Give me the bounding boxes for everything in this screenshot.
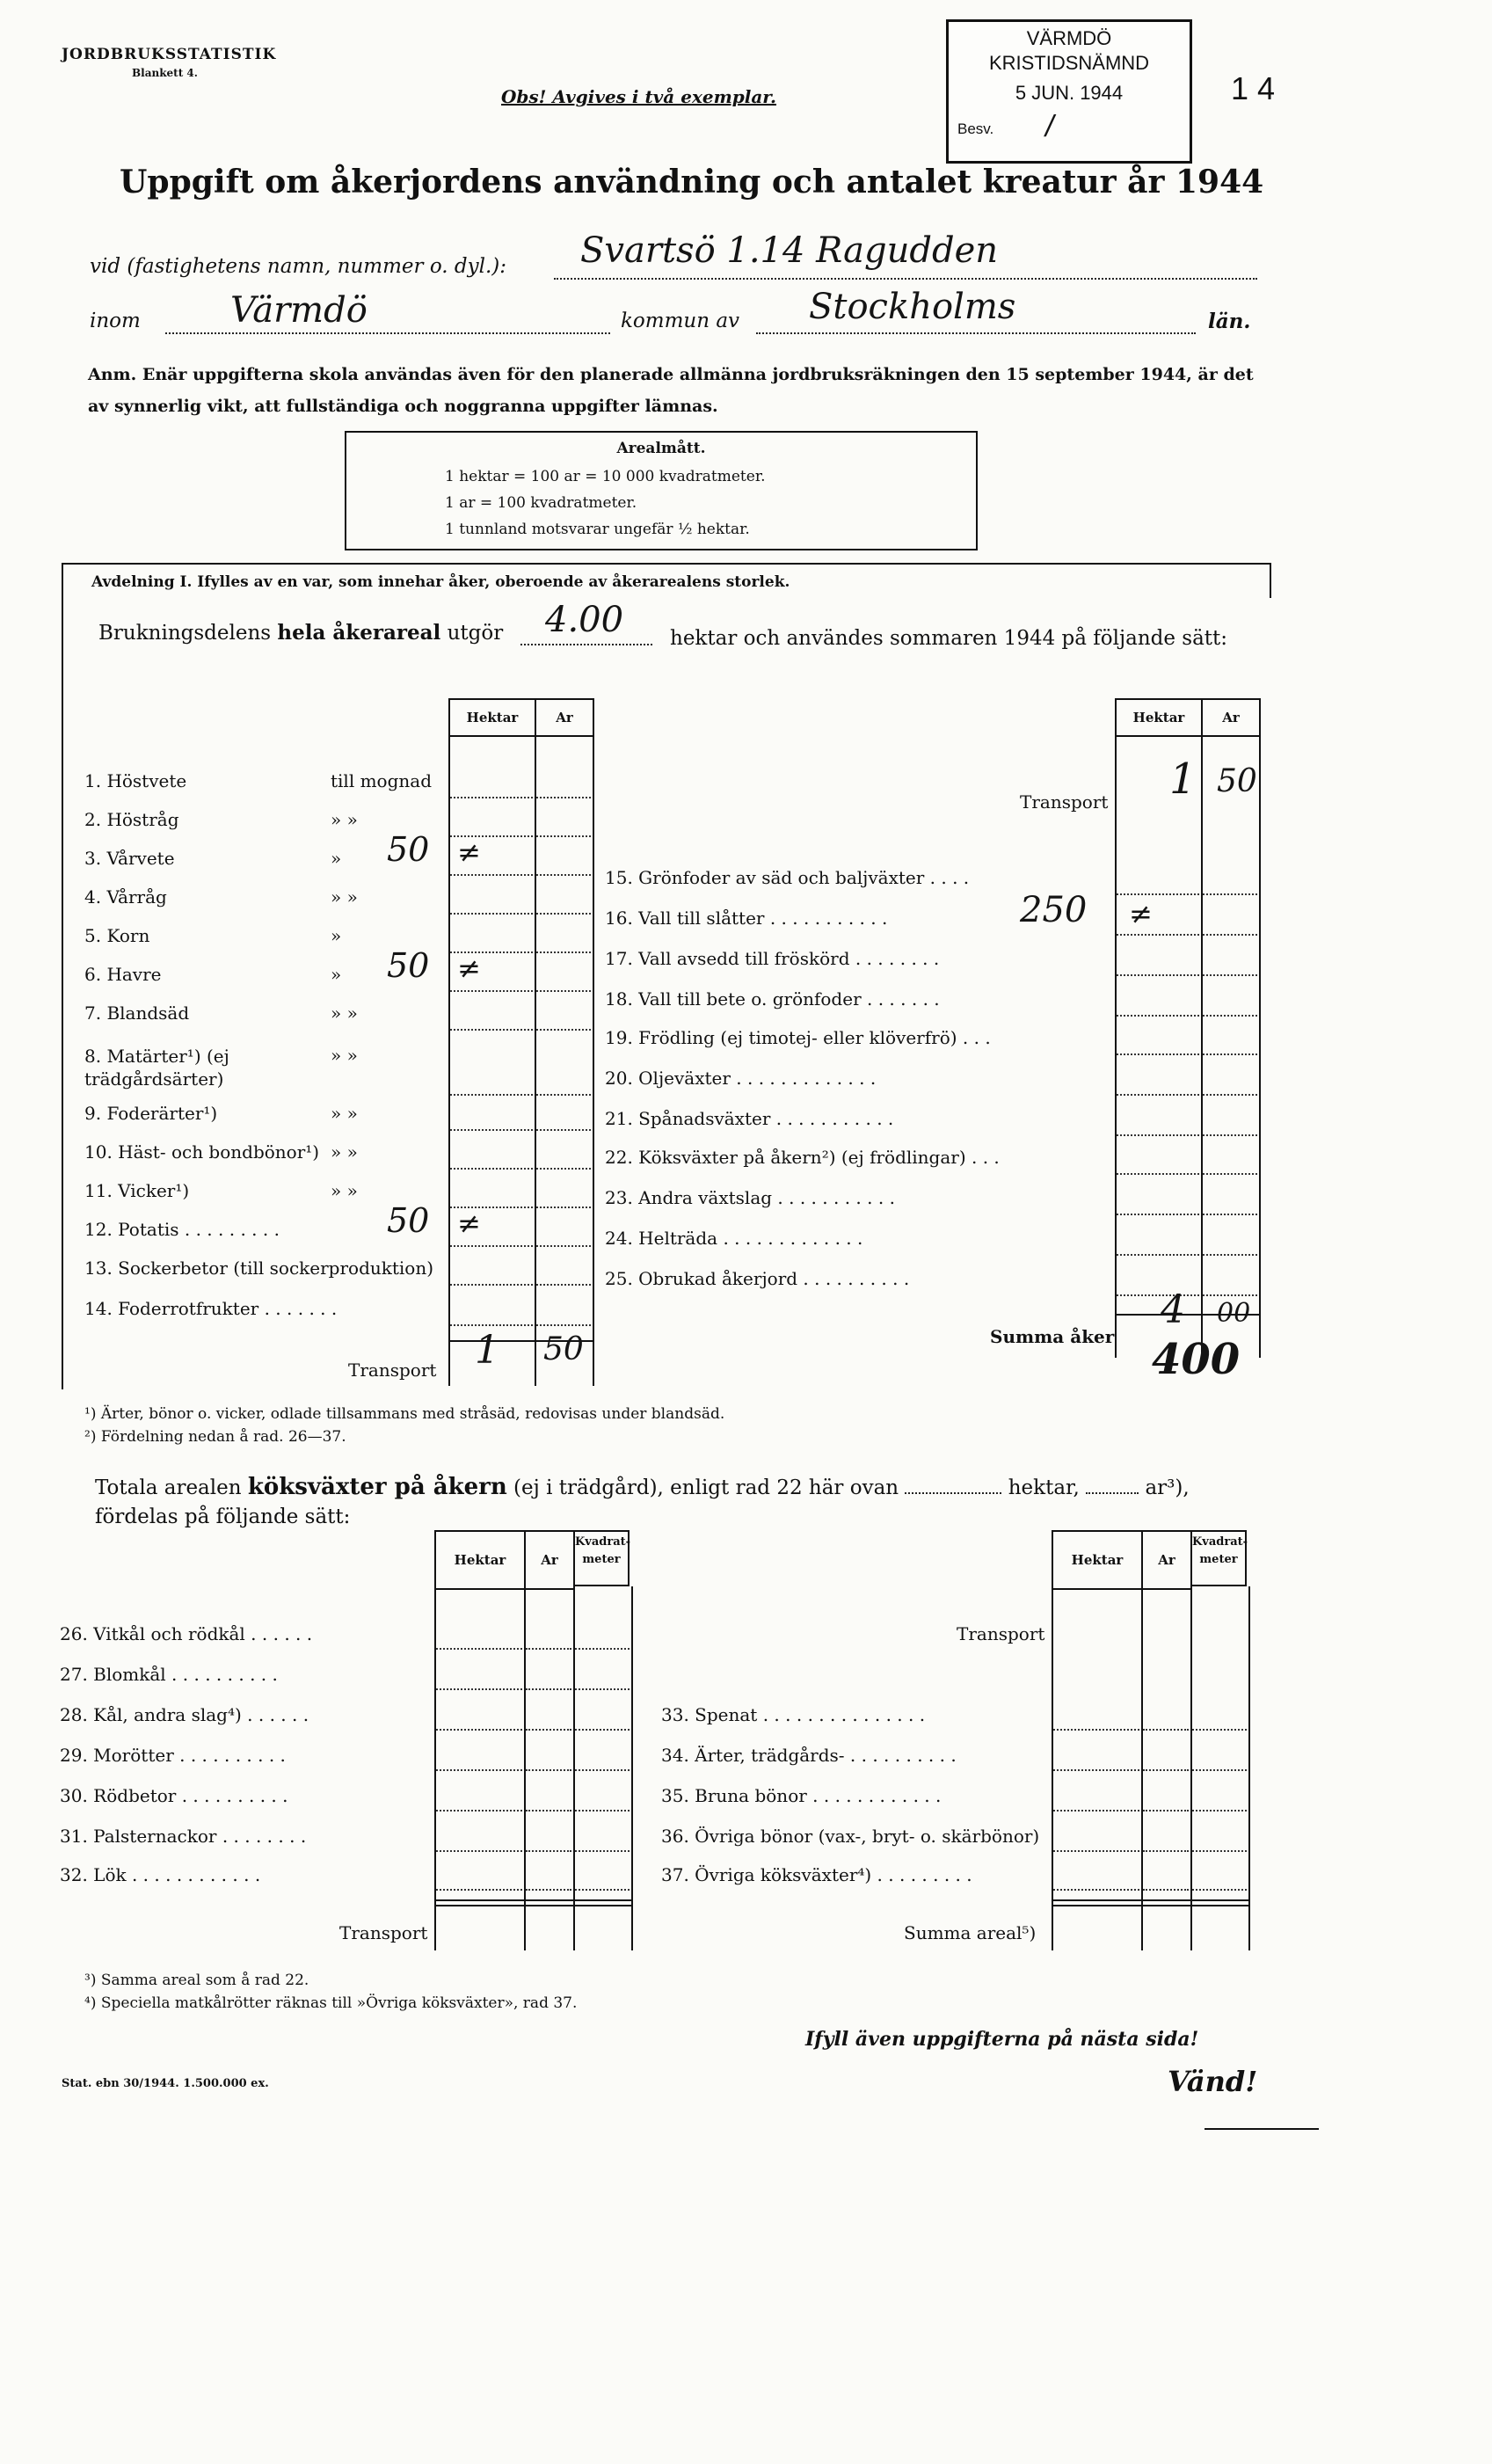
left-row-hektar-dots bbox=[450, 874, 533, 876]
left-table-line-3 bbox=[593, 733, 594, 1386]
left-row-suffix: » » bbox=[331, 1103, 358, 1124]
right-row-hektar-dots bbox=[1117, 893, 1199, 895]
kok-right-col-hektar: Hektar bbox=[1052, 1530, 1143, 1590]
kok-right-line-4 bbox=[1248, 1586, 1250, 1950]
left-row-ar[interactable]: ≠ bbox=[457, 951, 481, 985]
left-transport-ar[interactable]: 50 bbox=[543, 1331, 584, 1367]
right-row-hektar-dots bbox=[1117, 1173, 1199, 1175]
left-row-hektar[interactable]: 50 bbox=[387, 1201, 430, 1240]
summa-aker-ar[interactable]: 00 bbox=[1217, 1298, 1251, 1329]
kok-right-row-label: 33. Spenat . . . . . . . . . . . . . . . bbox=[661, 1704, 926, 1725]
left-row-hektar-dots bbox=[450, 1094, 533, 1096]
page-number: 1 4 bbox=[1231, 70, 1276, 106]
right-row-hektar-dots bbox=[1117, 1015, 1199, 1017]
right-row-ar-dots bbox=[1203, 1015, 1257, 1017]
kok-left-hektar-dots bbox=[436, 1769, 522, 1771]
kok-left-hektar-dots bbox=[436, 1850, 522, 1852]
left-transport-hektar[interactable]: 1 bbox=[475, 1328, 499, 1373]
kok-left-hektar-dots bbox=[436, 1889, 522, 1891]
left-row-hektar-dots bbox=[450, 1168, 533, 1170]
left-row-label: 7. Blandsäd bbox=[84, 1002, 190, 1024]
right-transport-hektar[interactable]: 1 bbox=[1169, 755, 1197, 804]
right-row-label: 24. Helträda . . . . . . . . . . . . . bbox=[605, 1228, 863, 1249]
kok-left-kvm-dots bbox=[575, 1889, 630, 1891]
left-row-ar-dots bbox=[536, 1029, 591, 1031]
kok-right-row-label: 34. Ärter, trädgårds- . . . . . . . . . . bbox=[661, 1745, 957, 1766]
copies-note: Obs! Avgives i två exemplar. bbox=[501, 86, 776, 107]
right-row-hektar-dots bbox=[1117, 934, 1199, 936]
kok-right-kvm-dots bbox=[1192, 1729, 1247, 1731]
footnote-1: ¹) Ärter, bönor o. vicker, odlade tillsammans med stråsäd, redovisas under blandsäd. bbox=[84, 1405, 725, 1423]
arealmatt-line-3: 1 tunnland motsvarar ungefär ½ hektar. bbox=[445, 521, 750, 538]
kok-intro-e: ar³), bbox=[1145, 1476, 1190, 1499]
right-row-hektar-dots bbox=[1117, 1254, 1199, 1256]
left-row-ar-dots bbox=[536, 1168, 591, 1170]
left-row-ar-dots bbox=[536, 990, 591, 992]
left-table-line-2 bbox=[535, 733, 536, 1386]
kok-left-hektar-dots bbox=[436, 1648, 522, 1650]
print-info: Stat. ebn 30/1944. 1.500.000 ex. bbox=[62, 2077, 269, 2090]
left-row-label: 2. Höstråg bbox=[84, 809, 179, 830]
avdelning-heading: Avdelning I. Ifylles av en var, som innehar åker, oberoende av åkerarealens storlek. bbox=[91, 573, 790, 591]
left-row-label: 13. Sockerbetor (till sockerproduktion) bbox=[84, 1258, 434, 1279]
right-row-hektar-dots bbox=[1117, 974, 1199, 976]
inom-value[interactable]: Värmdö bbox=[230, 290, 368, 331]
left-row-hektar-dots bbox=[450, 1245, 533, 1247]
kok-left-kvm-dots bbox=[575, 1729, 630, 1731]
kok-ar-line bbox=[1086, 1492, 1139, 1494]
inom-label: inom bbox=[90, 310, 141, 332]
kok-left-col-ar: Ar bbox=[524, 1530, 575, 1590]
left-row-label: 10. Häst- och bondbönor¹) bbox=[84, 1141, 320, 1163]
left-row-hektar[interactable]: 50 bbox=[387, 946, 430, 985]
right-row-ar-dots bbox=[1203, 1294, 1257, 1296]
left-row-hektar-dots bbox=[450, 990, 533, 992]
intro-b: hela åkerareal bbox=[277, 621, 441, 645]
kok-intro bbox=[95, 1474, 1190, 1500]
kok-right-ar-dots bbox=[1143, 1810, 1189, 1812]
left-table-line-1 bbox=[448, 733, 450, 1386]
right-row-label: 18. Vall till bete o. grönfoder . . . . . . . bbox=[605, 988, 940, 1010]
arealmatt-title: Arealmått. bbox=[616, 440, 706, 457]
stamp-line2: KRISTIDSNÄMND bbox=[988, 52, 1150, 74]
kok-left-line-2 bbox=[524, 1586, 526, 1950]
stamp-besv-label: Besv. bbox=[957, 120, 994, 137]
lan-line bbox=[756, 332, 1196, 334]
left-row-hektar-dots bbox=[450, 797, 533, 798]
kok-left-ar-dots bbox=[526, 1769, 571, 1771]
property-label: vid (fastighetens namn, nummer o. dyl.): bbox=[90, 255, 507, 278]
kok-right-row-label: 36. Övriga bönor (vax-, bryt- o. skärbönor) bbox=[661, 1826, 1040, 1847]
kok-left-row-label: 31. Palsternackor . . . . . . . . bbox=[60, 1826, 307, 1847]
right-table-line-2 bbox=[1201, 733, 1203, 1358]
summa-aker-hektar[interactable]: 4 bbox=[1161, 1287, 1185, 1332]
kok-right-line-3 bbox=[1190, 1586, 1192, 1950]
stamp-date: 5 JUN. 1944 bbox=[1015, 82, 1124, 104]
right-transport-ar[interactable]: 50 bbox=[1217, 763, 1257, 799]
kok-right-col-ar: Ar bbox=[1141, 1530, 1192, 1590]
left-row-ar-dots bbox=[536, 1094, 591, 1096]
kok-right-hektar-dots bbox=[1053, 1889, 1139, 1891]
lan-value[interactable]: Stockholms bbox=[809, 287, 1016, 327]
right-row-ar-dots bbox=[1203, 1173, 1257, 1175]
kok-left-row-label: 28. Kål, andra slag⁴) . . . . . . bbox=[60, 1704, 309, 1725]
left-row-hektar-dots bbox=[450, 1029, 533, 1031]
left-border bbox=[62, 563, 63, 1389]
intro-d: hektar och användes sommaren 1944 på följande sätt: bbox=[670, 627, 1228, 650]
kok-intro-c: (ej i trädgård), enligt rad 22 här ovan bbox=[513, 1476, 899, 1499]
right-row-label: 22. Köksväxter på åkern²) (ej frödlingar) . . . bbox=[605, 1147, 1000, 1168]
left-row-ar-dots bbox=[536, 1129, 591, 1131]
lan-label: län. bbox=[1208, 310, 1251, 333]
kok-left-ar-dots bbox=[526, 1648, 571, 1650]
kok-left-kvm-dots bbox=[575, 1688, 630, 1690]
right-row-label: 21. Spånadsväxter . . . . . . . . . . . bbox=[605, 1108, 894, 1129]
kok-left-row-label: 26. Vitkål och rödkål . . . . . . bbox=[60, 1623, 313, 1644]
page-title: Uppgift om åkerjordens användning och antalet kreatur år 1944 bbox=[120, 164, 1264, 200]
left-col-hektar: Hektar bbox=[448, 698, 536, 737]
right-row-hektar-dots bbox=[1117, 1053, 1199, 1055]
right-row-ar-dots bbox=[1203, 934, 1257, 936]
summa-aker-label: Summa åker bbox=[990, 1326, 1115, 1347]
right-row-ar[interactable]: ≠ bbox=[1129, 897, 1153, 930]
right-row-ar-dots bbox=[1203, 1053, 1257, 1055]
left-row-ar-dots bbox=[536, 1284, 591, 1286]
right-row-ar-dots bbox=[1203, 893, 1257, 895]
stamp-line1: VÄRMDÖ bbox=[1026, 27, 1112, 49]
kok-right-ar-dots bbox=[1143, 1850, 1189, 1852]
kok-right-row-label: 35. Bruna bönor . . . . . . . . . . . . bbox=[661, 1785, 942, 1806]
right-row-hektar-dots bbox=[1117, 1294, 1199, 1296]
left-row-suffix: » » bbox=[331, 1045, 358, 1066]
property-line bbox=[554, 278, 1257, 280]
left-row-hektar[interactable]: 50 bbox=[387, 830, 430, 869]
left-row-ar-dots bbox=[536, 913, 591, 915]
kok-left-kvm-dots bbox=[575, 1850, 630, 1852]
kok-left-ar-dots bbox=[526, 1729, 571, 1731]
kok-right-kvm-dots bbox=[1192, 1850, 1247, 1852]
kok-left-row-label: 32. Lök . . . . . . . . . . . . bbox=[60, 1864, 261, 1885]
left-row-ar-dots bbox=[536, 835, 591, 837]
right-row-ar-dots bbox=[1203, 1254, 1257, 1256]
kok-right-row-label: 37. Övriga köksväxter⁴) . . . . . . . . . bbox=[661, 1864, 972, 1885]
kok-left-kvm-dots bbox=[575, 1769, 630, 1771]
left-row-ar-dots bbox=[536, 797, 591, 798]
left-row-hektar-dots bbox=[450, 913, 533, 915]
kok-left-rule-a bbox=[434, 1899, 631, 1901]
right-row-ar-dots bbox=[1203, 974, 1257, 976]
kok-left-col-kvm: Kvadrat-meter bbox=[573, 1530, 630, 1586]
kok-left-ar-dots bbox=[526, 1850, 571, 1852]
right-col-ar: Ar bbox=[1201, 698, 1261, 737]
right-row-label: 25. Obrukad åkerjord . . . . . . . . . . bbox=[605, 1268, 910, 1289]
left-row-ar-dots bbox=[536, 874, 591, 876]
right-row-hektar-dots bbox=[1117, 1214, 1199, 1215]
kok-left-kvm-dots bbox=[575, 1648, 630, 1650]
left-row-suffix: » » bbox=[331, 1180, 358, 1201]
left-row-ar-dots bbox=[536, 951, 591, 953]
next-page-instruction: Ifyll även uppgifterna på nästa sida! bbox=[805, 2028, 1199, 2051]
form-number: Blankett 4. bbox=[132, 67, 198, 79]
left-row-label: 4. Vårråg bbox=[84, 886, 167, 908]
intro-a: Brukningsdelens bbox=[98, 622, 272, 645]
left-row-suffix: till mognad bbox=[331, 770, 432, 791]
kok-right-rule-b bbox=[1052, 1905, 1248, 1906]
arealmatt-box bbox=[345, 431, 978, 550]
left-row-suffix: » » bbox=[331, 1141, 358, 1163]
kok-left-kvm-dots bbox=[575, 1810, 630, 1812]
kok-right-ar-dots bbox=[1143, 1729, 1189, 1731]
total-area-value[interactable]: 4.00 bbox=[545, 600, 624, 640]
form-series: JORDBRUKSSTATISTIK bbox=[62, 46, 277, 63]
right-transport-label: Transport bbox=[1020, 791, 1109, 813]
kok-right-hektar-dots bbox=[1053, 1850, 1139, 1852]
inom-line bbox=[165, 332, 610, 334]
kok-left-ar-dots bbox=[526, 1889, 571, 1891]
right-row-label: 16. Vall till slåtter . . . . . . . . . . . bbox=[605, 908, 888, 929]
kok-right-rule-a bbox=[1052, 1899, 1248, 1901]
summa-aker-extra: 400 bbox=[1152, 1335, 1241, 1384]
kok-left-ar-dots bbox=[526, 1810, 571, 1812]
intro-c: utgör bbox=[447, 622, 504, 645]
left-row-ar[interactable]: ≠ bbox=[457, 835, 481, 869]
left-row-suffix: » bbox=[331, 925, 342, 946]
kok-right-ar-dots bbox=[1143, 1769, 1189, 1771]
left-row-label: 3. Vårvete bbox=[84, 848, 175, 869]
kok-left-transport: Transport bbox=[339, 1922, 428, 1943]
stamp-besv-value: / bbox=[1045, 110, 1054, 143]
left-row-suffix: » » bbox=[331, 809, 358, 830]
kok-left-line-4 bbox=[631, 1586, 633, 1950]
kok-left-hektar-dots bbox=[436, 1688, 522, 1690]
kommun-label: kommun av bbox=[621, 310, 740, 332]
right-col-hektar: Hektar bbox=[1115, 698, 1203, 737]
kok-right-transport: Transport bbox=[957, 1623, 1045, 1644]
right-row-label: 19. Frödling (ej timotej- eller klöverfrö) . . . bbox=[605, 1027, 991, 1048]
left-row-suffix: » bbox=[331, 964, 342, 985]
left-row-ar-dots bbox=[536, 1245, 591, 1247]
left-transport-label: Transport bbox=[348, 1360, 437, 1381]
kok-right-col-kvm: Kvadrat-meter bbox=[1190, 1530, 1247, 1586]
kok-right-kvm-dots bbox=[1192, 1769, 1247, 1771]
kok-right-ar-dots bbox=[1143, 1889, 1189, 1891]
right-row-ar-dots bbox=[1203, 1094, 1257, 1096]
left-row-label: 14. Foderrotfrukter . . . . . . . bbox=[84, 1298, 338, 1319]
right-row-label: 20. Oljeväxter . . . . . . . . . . . . . bbox=[605, 1068, 877, 1089]
left-row-label: 6. Havre bbox=[84, 964, 162, 985]
left-row-suffix: » » bbox=[331, 1002, 358, 1024]
right-row-label: 17. Vall avsedd till fröskörd . . . . . . . . bbox=[605, 948, 940, 969]
kok-intro-d: hektar, bbox=[1008, 1476, 1080, 1499]
arealmatt-line-1: 1 hektar = 100 ar = 10 000 kvadratmeter. bbox=[445, 468, 766, 485]
kok-left-line-3 bbox=[573, 1586, 575, 1950]
kok-right-hektar-dots bbox=[1053, 1810, 1139, 1812]
kok-left-row-label: 29. Morötter . . . . . . . . . . bbox=[60, 1745, 286, 1766]
right-table-line-1 bbox=[1115, 733, 1117, 1358]
anm-note: Anm. Enär uppgifterna skola användas även för den planerade allmänna jordbruksräkningen den 15 september 1944, är det av synnerlig vikt, att fullständiga och noggranna uppgifter lämnas. bbox=[88, 365, 1254, 416]
kok-right-line-2 bbox=[1141, 1586, 1143, 1950]
property-value[interactable]: Svartsö 1.14 Ragudden bbox=[580, 230, 999, 271]
turn-over: Vänd! bbox=[1168, 2065, 1258, 2098]
footnote-4: ⁴) Speciella matkålrötter räknas till »Övriga köksväxter», rad 37. bbox=[84, 1994, 578, 2012]
left-row-ar-dots bbox=[536, 1324, 591, 1326]
kok-summa-areal: Summa areal⁵) bbox=[904, 1922, 1037, 1943]
right-row-hektar-dots bbox=[1117, 1094, 1199, 1096]
left-row-hektar-dots bbox=[450, 1284, 533, 1286]
kok-left-hektar-dots bbox=[436, 1729, 522, 1731]
left-row-suffix: » » bbox=[331, 886, 358, 908]
total-area-line bbox=[520, 644, 652, 645]
right-row-label: 23. Andra växtslag . . . . . . . . . . . bbox=[605, 1187, 895, 1208]
kok-left-col-hektar: Hektar bbox=[434, 1530, 526, 1590]
right-table-line-3 bbox=[1259, 733, 1261, 1358]
left-row-hektar-dots bbox=[450, 1324, 533, 1326]
right-row-ar-dots bbox=[1203, 1214, 1257, 1215]
left-row-label: 8. Matärter¹) (ej trädgårdsärter) bbox=[84, 1046, 229, 1090]
kok-left-ar-dots bbox=[526, 1688, 571, 1690]
kok-right-kvm-dots bbox=[1192, 1810, 1247, 1812]
footer-rule bbox=[1205, 2128, 1319, 2130]
left-row-label: 9. Foderärter¹) bbox=[84, 1103, 218, 1124]
kok-left-rule-b bbox=[434, 1905, 631, 1906]
kok-intro-a: Totala arealen bbox=[95, 1476, 242, 1499]
left-col-ar: Ar bbox=[535, 698, 594, 737]
right-row-label: 15. Grönfoder av säd och baljväxter . . . . bbox=[605, 867, 970, 888]
kok-right-hektar-dots bbox=[1053, 1769, 1139, 1771]
arealmatt-line-2: 1 ar = 100 kvadratmeter. bbox=[445, 494, 637, 512]
kok-hektar-line bbox=[905, 1492, 1001, 1494]
footnote-2: ²) Fördelning nedan å rad. 26—37. bbox=[84, 1428, 346, 1446]
kok-left-hektar-dots bbox=[436, 1810, 522, 1812]
left-row-hektar-dots bbox=[450, 1129, 533, 1131]
footnote-3: ³) Samma areal som å rad 22. bbox=[84, 1972, 309, 1989]
right-row-ar-dots bbox=[1203, 1134, 1257, 1136]
right-row-hektar-dots bbox=[1117, 1134, 1199, 1136]
receipt-stamp bbox=[946, 19, 1192, 164]
left-row-label: 5. Korn bbox=[84, 925, 150, 946]
left-row-suffix: » bbox=[331, 848, 342, 869]
kok-right-kvm-dots bbox=[1192, 1889, 1247, 1891]
left-row-label: 11. Vicker¹) bbox=[84, 1180, 190, 1201]
kok-left-row-label: 27. Blomkål . . . . . . . . . . bbox=[60, 1664, 278, 1685]
left-row-label: 12. Potatis . . . . . . . . . bbox=[84, 1219, 280, 1240]
kok-left-line-1 bbox=[434, 1586, 436, 1950]
kok-left-row-label: 30. Rödbetor . . . . . . . . . . bbox=[60, 1785, 288, 1806]
left-row-ar-dots bbox=[536, 1206, 591, 1208]
kok-intro-b: köksväxter på åkern bbox=[247, 1474, 507, 1500]
kok-right-hektar-dots bbox=[1053, 1729, 1139, 1731]
right-row-hektar[interactable]: 250 bbox=[1020, 890, 1088, 930]
left-row-label: 1. Höstvete bbox=[84, 770, 187, 791]
left-row-ar[interactable]: ≠ bbox=[457, 1206, 481, 1240]
avdelning-intro bbox=[98, 621, 503, 645]
kok-intro-f: fördelas på följande sätt: bbox=[95, 1505, 351, 1528]
kok-right-line-1 bbox=[1052, 1586, 1053, 1950]
